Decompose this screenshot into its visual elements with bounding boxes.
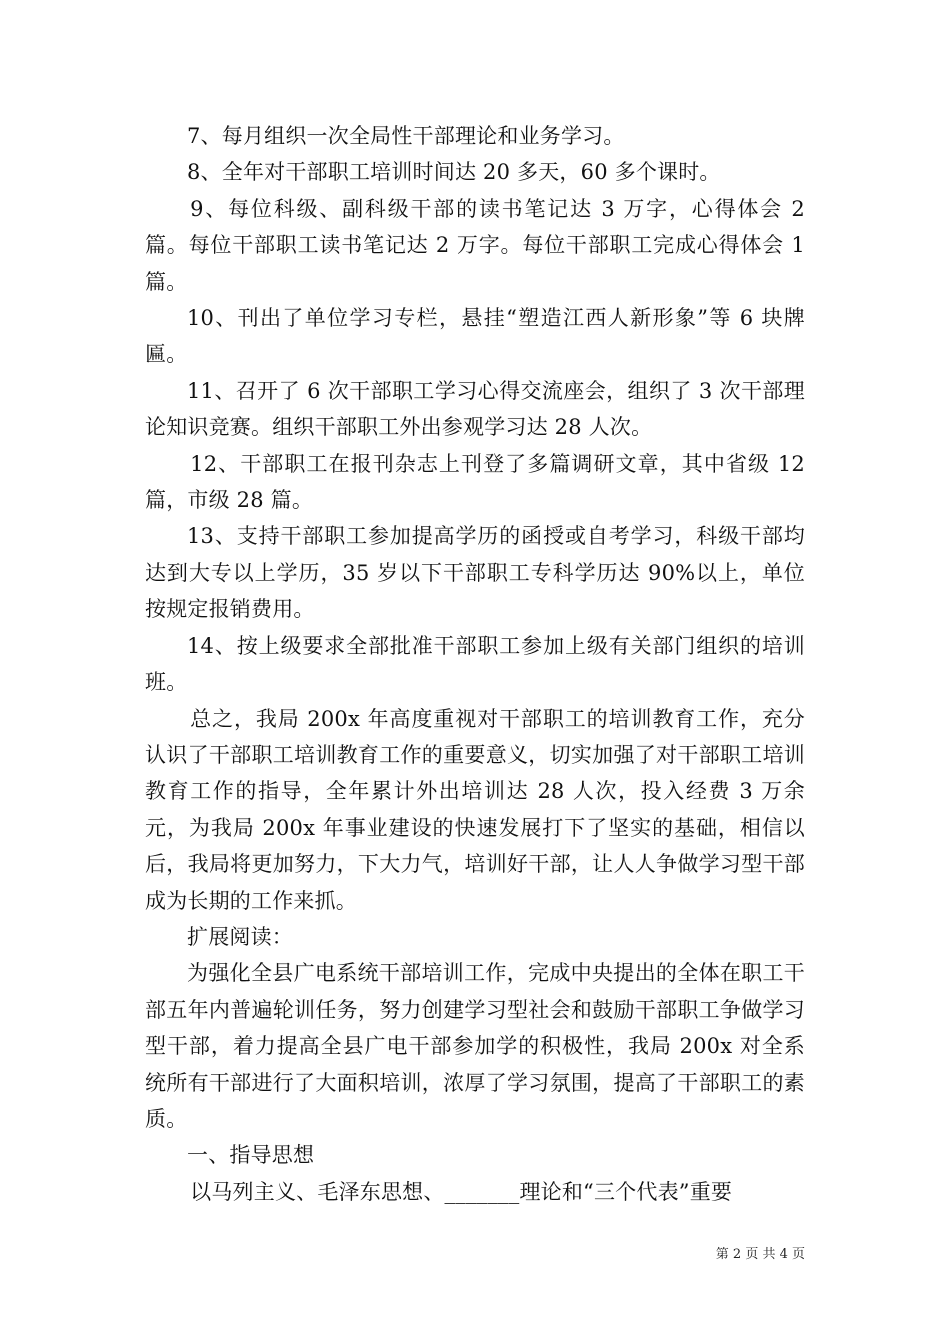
paragraph-item-8: 8、全年对干部职工培训时间达 20 多天，60 多个课时。 bbox=[187, 160, 721, 185]
page-number-footer: 第 2 页 共 4 页 bbox=[715, 1247, 805, 1262]
paragraph-item-12: 12、干部职工在报刊杂志上刊登了多篇调研文章，其中省级 12 篇，市级 28 篇。 bbox=[145, 451, 805, 513]
document-body bbox=[145, 118, 805, 1210]
paragraph-item-7: 7、每月组织一次全局性干部理论和业务学习。 bbox=[187, 124, 625, 148]
summary-paragraph: 总之，我局 200x 年高度重视对干部职工的培训教育工作，充分认识了干部职工培训教育工作的重要意义，切实加强了对干部职工培训教育工作的指导，全年累计外出培训达 28 人次，投入经费 3 万余元，为我局 200x 年事业建设的快速发展打下了坚实的基础，相信以后，我局将更加努力，下大力气，培训好干部，让人人争做学习型干部成为长期的工作来抓。 bbox=[145, 706, 805, 913]
extended-reading-heading: 扩展阅读： bbox=[187, 924, 293, 949]
paragraph-item-9: 9、每位科级、副科级干部的读书笔记达 3 万字，心得体会 2 篇。每位干部职工读书笔记达 2 万字。每位干部职工完成心得体会 1 篇。 bbox=[145, 196, 805, 294]
paragraph-item-10: 10、刊出了单位学习专栏，悬挂“塑造江西人新形象”等 6 块牌匾。 bbox=[145, 306, 805, 367]
paragraph-item-11: 11、召开了 6 次干部职工学习心得交流座会，组织了 3 次干部理论知识竞赛。组织干部职工外出参观学习达 28 人次。 bbox=[145, 378, 805, 440]
extended-reading-paragraph: 为强化全县广电系统干部培训工作，完成中央提出的全体在职工干部五年内普遍轮训任务，努力创建学习型社会和鼓励干部职工争做学习型干部，着力提高全县广电干部参加学的积极性，我局 200x 对全系统所有干部进行了大面积培训，浓厚了学习氛围，提高了干部职工的素质。 bbox=[145, 961, 805, 1131]
paragraph-item-13: 13、支持干部职工参加提高学历的函授或自考学习，科级干部均达到大专以上学历，35 岁以下干部职工专科学历达 90%以上，单位按规定报销费用。 bbox=[145, 524, 805, 622]
section-heading-guiding-ideology: 一、指导思想 bbox=[187, 1143, 315, 1168]
guiding-ideology-paragraph: 以马列主义、毛泽东思想、_______理论和“三个代表”重要 bbox=[190, 1179, 733, 1204]
paragraph-item-14: 14、按上级要求全部批准干部职工参加上级有关部门组织的培训班。 bbox=[145, 633, 805, 695]
